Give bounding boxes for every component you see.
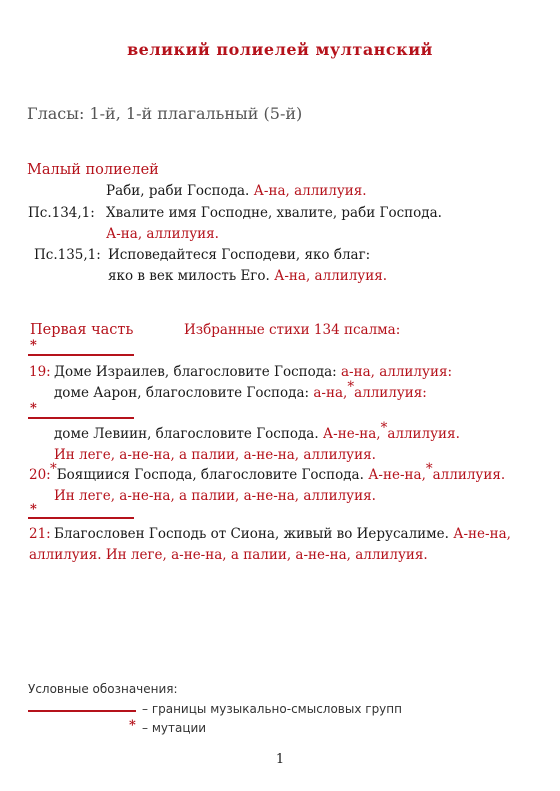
verse-19-line-2 <box>54 379 427 401</box>
legend-star-sample: * <box>129 718 136 733</box>
mutation-mark: * <box>30 338 37 353</box>
mutation-mark: * <box>30 401 37 416</box>
verse-number: 20: <box>29 467 51 483</box>
small-polyeleos-heading: Малый полиелей <box>27 162 159 178</box>
line-text: Благословен Господь от Сиона, живый во Иерусалиме. <box>54 526 449 542</box>
tones-line: Гласы: 1-й, 1-й плагальный (5-й) <box>27 104 303 123</box>
group-boundary-line <box>28 517 134 519</box>
line-text: доме Аарон, благословите Господа: <box>54 385 310 401</box>
legend-line-desc: – границы музыкально-смысловых групп <box>142 702 402 716</box>
mutation-mark: * <box>380 420 388 436</box>
verse-19-line-1 <box>54 364 452 380</box>
refrain: А-на, аллилуия. <box>253 183 367 199</box>
refrain: А-не-на, <box>368 467 426 483</box>
refrain: аллилуия: <box>354 385 427 401</box>
small-polyeleos-line-2: Хвалите имя Господне, хвалите, раби Господа. <box>106 205 442 221</box>
line-text: Боящиися Господа, благословите Господа. <box>56 467 364 483</box>
verse-21-line-1 <box>54 526 511 542</box>
legend-star-desc: – мутации <box>142 721 207 735</box>
verse-20-line-2: Ин леге, а-не-на, а палии, а-не-на, аллилуия. <box>54 488 376 504</box>
verse-19-line-3 <box>54 420 460 442</box>
line-text: доме Левиин, благословите Господа. <box>54 426 319 442</box>
small-polyeleos-line-1 <box>106 183 367 199</box>
small-polyeleos-line-5 <box>108 268 387 284</box>
refrain: А-не-на, <box>453 526 511 542</box>
verse-number: 19: <box>29 364 51 380</box>
mutation-mark: * <box>50 461 57 477</box>
verse-21-line-2: аллилуия. Ин леге, а-не-на, а палии, а-не-на, аллилуия. <box>29 547 428 563</box>
small-polyeleos-line-3: А-на, аллилуия. <box>106 226 219 242</box>
mutation-mark: * <box>30 502 37 517</box>
psalm-ref: Пс.134,1: <box>28 205 95 221</box>
mutation-mark: * <box>425 461 433 477</box>
verse-number: 21: <box>29 526 51 542</box>
refrain: а-на, аллилуия: <box>340 364 453 380</box>
small-polyeleos-line-4: Исповедайтеся Господеви, яко благ: <box>108 247 371 263</box>
part-one-heading: Первая часть <box>30 322 134 338</box>
page-number: 1 <box>275 752 285 767</box>
refrain: А-на, аллилуия. <box>274 268 388 284</box>
refrain: аллилуия. <box>387 426 460 442</box>
verse-20-line-1 <box>50 461 506 483</box>
legend-heading: Условные обозначения: <box>28 682 178 696</box>
psalm-ref: Пс.135,1: <box>34 247 101 263</box>
page-title: великий полиелей мултанский <box>127 40 433 59</box>
refrain: аллилуия. <box>432 467 506 483</box>
mutation-mark: * <box>347 379 355 395</box>
verse-19-line-4: Ин леге, а-не-на, а палии, а-не-на, аллилуия. <box>54 447 376 463</box>
refrain: а-на, <box>313 385 348 401</box>
line-text: яко в век милость Его. <box>108 268 270 284</box>
group-boundary-line <box>28 354 134 356</box>
refrain: А-не-на, <box>322 426 381 442</box>
legend-line-sample <box>28 710 136 712</box>
part-one-subheading: Избранные стихи 134 псалма: <box>184 322 401 338</box>
line-text: Доме Израилев, благословите Господа: <box>54 364 337 380</box>
group-boundary-line <box>28 417 134 419</box>
line-text: Раби, раби Господа. <box>106 183 250 199</box>
